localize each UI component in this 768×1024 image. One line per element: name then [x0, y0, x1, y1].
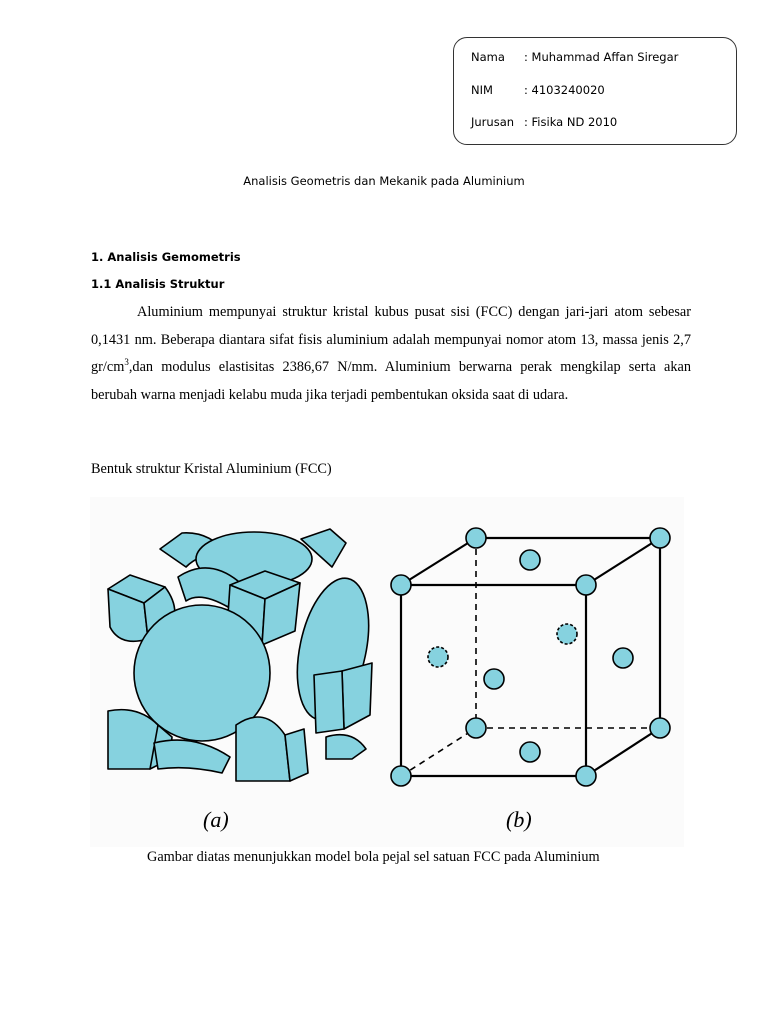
identity-box: [453, 37, 737, 145]
document-title: Analisis Geometris dan Mekanik pada Aluminium: [243, 174, 525, 188]
face-center-atom: [484, 669, 504, 689]
subsection-heading: 1.1 Analisis Struktur: [91, 277, 225, 291]
nim-value: : 4103240020: [524, 83, 605, 97]
corner-atom: [650, 718, 670, 738]
fcc-figure: [90, 497, 684, 847]
name-value: : Muhammad Affan Siregar: [524, 50, 679, 64]
jurusan-label: Jurusan: [471, 115, 515, 129]
jurusan-value: : Fisika ND 2010: [524, 115, 618, 129]
bottom-corner-piece: [285, 729, 308, 781]
figure-label-b: (b): [506, 807, 532, 832]
corner-atom: [391, 766, 411, 786]
face-center-atom: [613, 648, 633, 668]
name-label: Nama: [471, 50, 505, 64]
corner-atom: [466, 528, 486, 548]
figure-caption: Gambar diatas menunjukkan model bola pejal sel satuan FCC pada Aluminium: [147, 849, 600, 865]
paragraph-superscript: 3: [124, 357, 129, 368]
paragraph-text-2: ,dan modulus elastisitas 2386,67 N/mm. Aluminium berwarna perak mengkilap serta akan berubah warna menjadi kelabu muda jika terjadi pembentukan oksida saat di udara.: [91, 359, 691, 403]
face-center-atom: [520, 742, 540, 762]
corner-atom: [576, 575, 596, 595]
body-paragraph: [91, 299, 691, 409]
corner-atom: [466, 718, 486, 738]
section-heading: 1. Analisis Gemometris: [91, 250, 241, 264]
face-center-atom: [557, 624, 577, 644]
face-center-atom: [520, 550, 540, 570]
corner-atom: [391, 575, 411, 595]
corner-cube-front: [314, 671, 344, 733]
nim-label: NIM: [471, 83, 493, 97]
figure-label-a: (a): [203, 807, 229, 832]
face-center-atom: [428, 647, 448, 667]
paragraph-text-1: Aluminium mempunyai struktur kristal kubus pusat sisi (FCC) dengan jari-jari atom sebesar 0,1431 nm. Beberapa diantara sifat fisis aluminium adalah mempunyai nomor atom 13, massa jenis 2,7 gr/cm: [91, 304, 691, 375]
corner-atom: [650, 528, 670, 548]
corner-atom: [576, 766, 596, 786]
figure-heading: Bentuk struktur Kristal Aluminium (FCC): [91, 461, 332, 477]
